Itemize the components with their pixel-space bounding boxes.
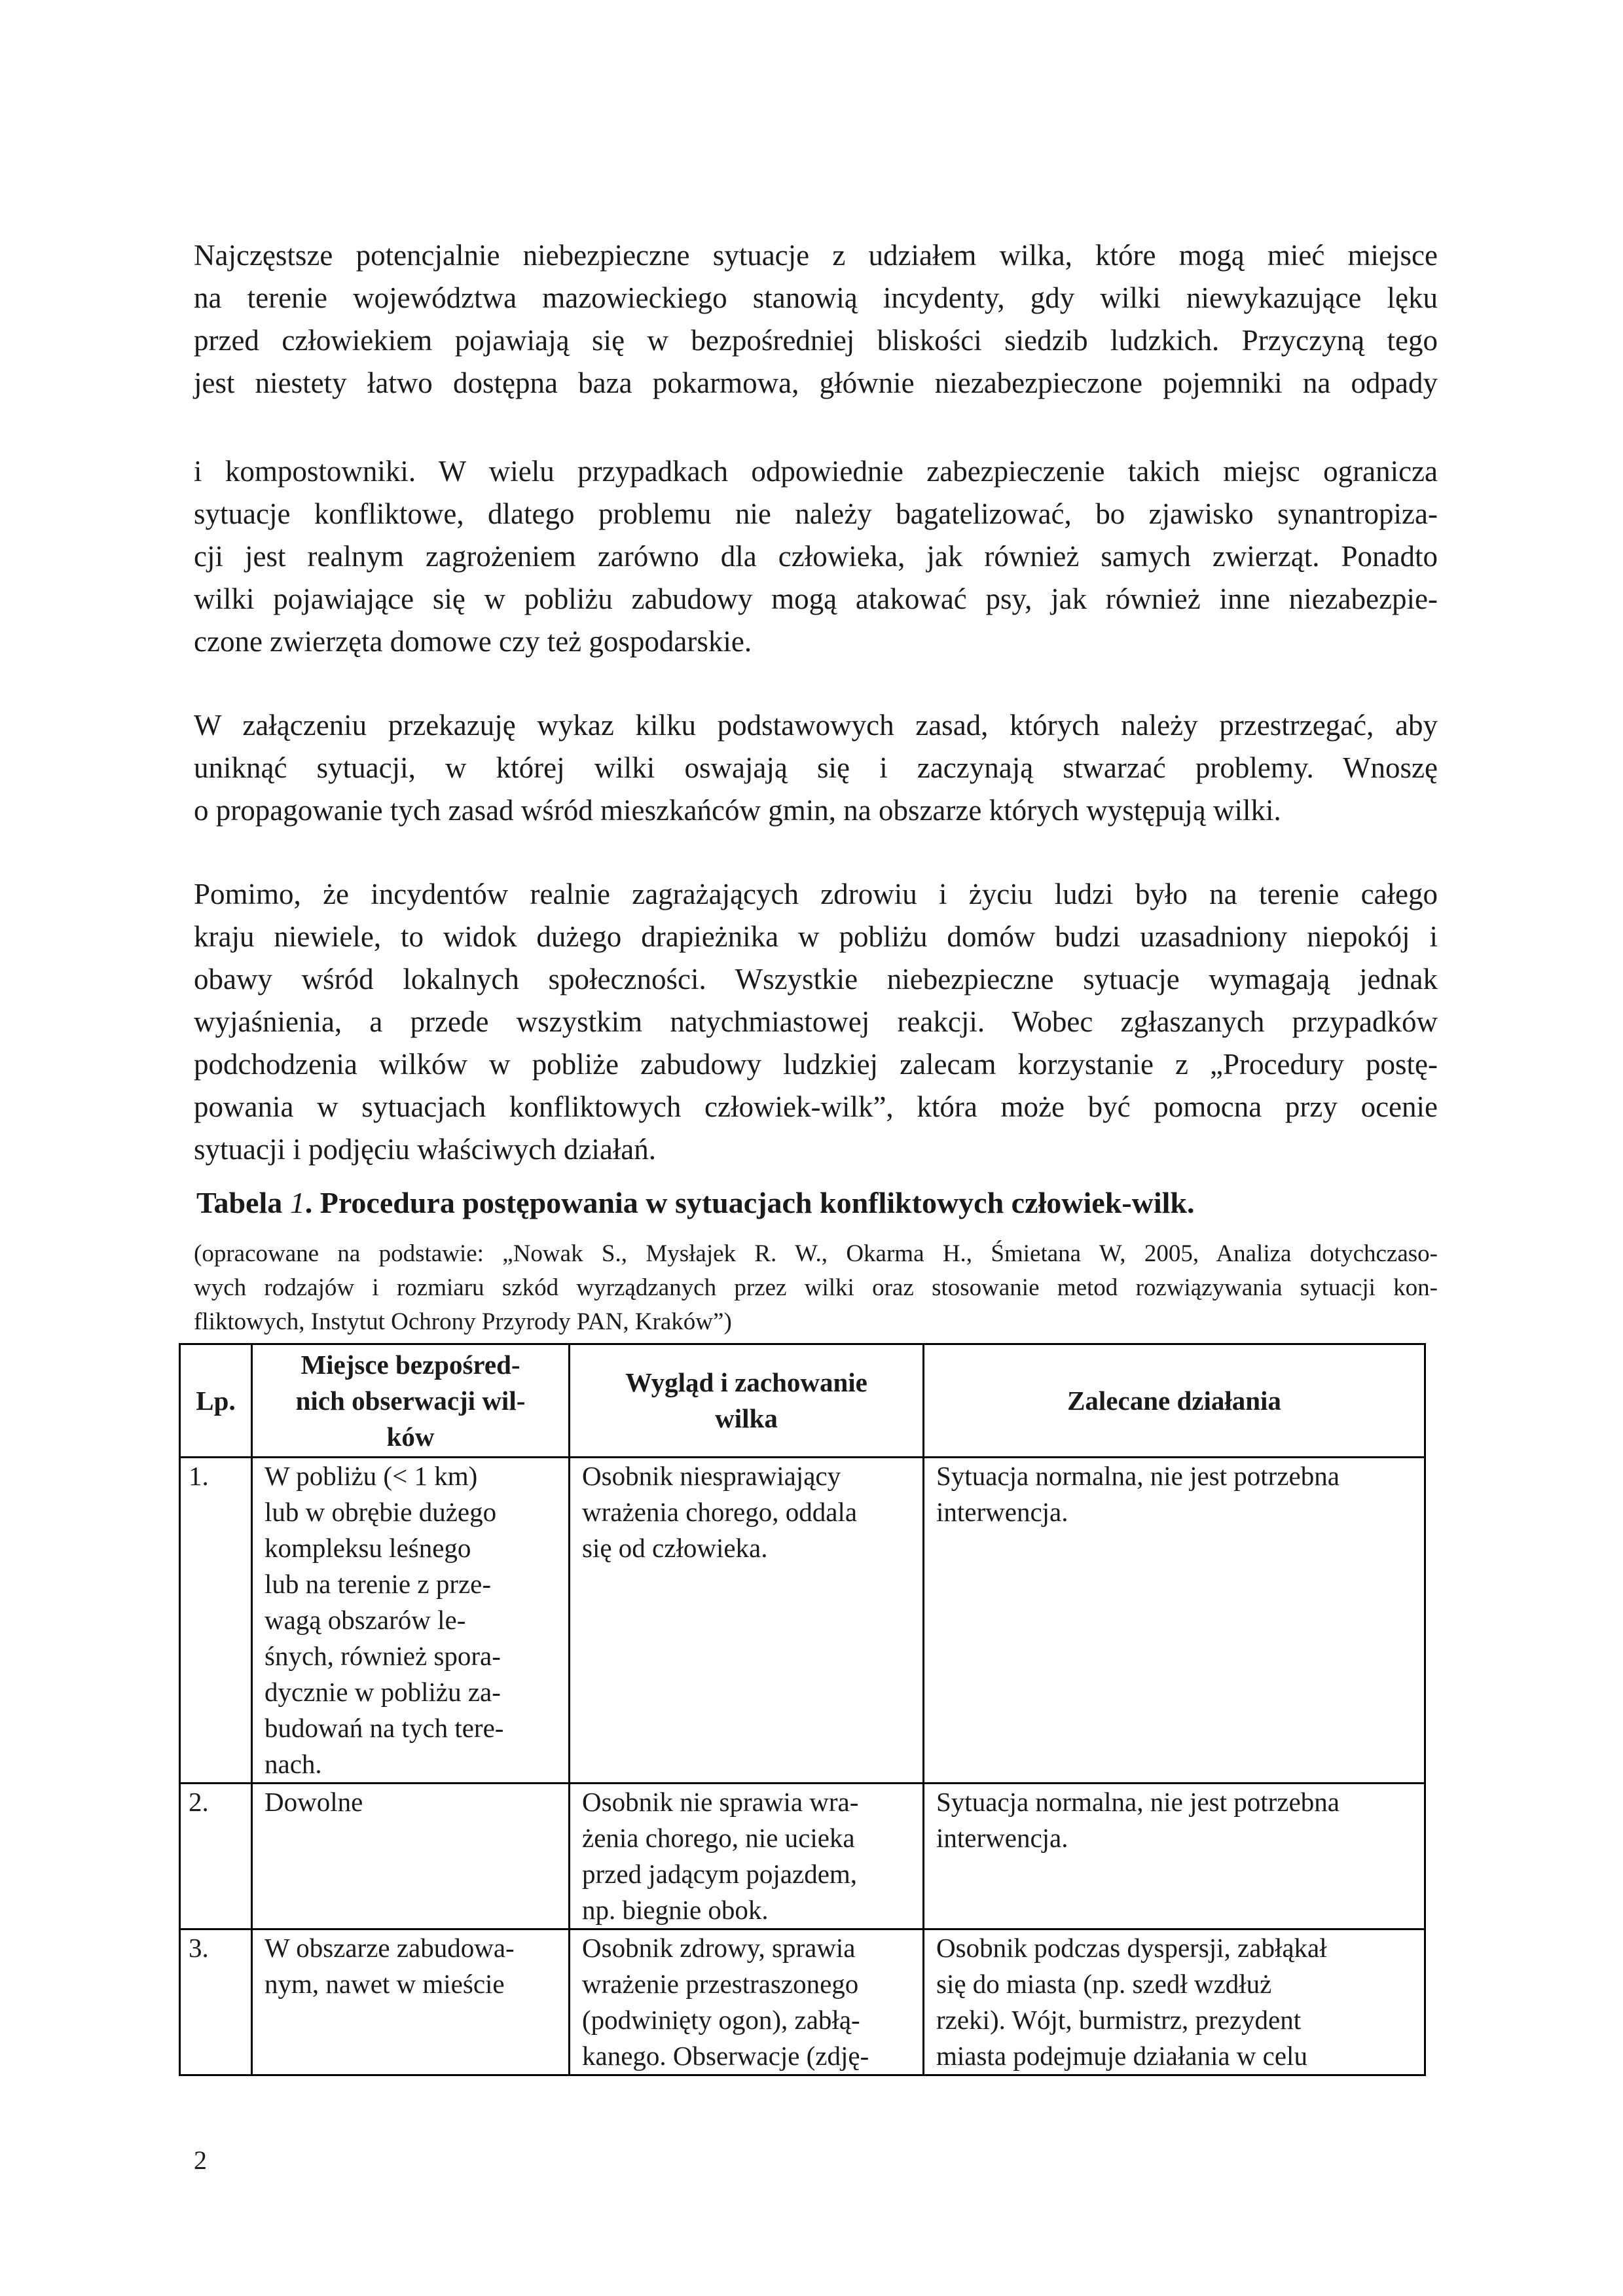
cell-action bbox=[924, 1784, 1425, 1929]
table-header-row bbox=[180, 1344, 1425, 1458]
header-text: Lp. bbox=[196, 1385, 236, 1416]
cell-text: Sytuacja normalna, nie jest potrzebna bbox=[936, 1461, 1340, 1491]
cell-text: wrażenie przestraszonego bbox=[582, 1969, 859, 1999]
text-line: na terenie województwa mazowieckiego stanowią incydenty, gdy wilki niewykazujące lęku bbox=[194, 281, 1438, 314]
text-line: i kompostowniki. W wielu przypadkach odpowiednie zabezpieczenie takich miejsc ogranicza bbox=[194, 455, 1438, 488]
source-line: fliktowych, Instytut Ochrony Przyrody PAN, Kraków”) bbox=[194, 1308, 732, 1335]
cell-text: kompleksu leśnego bbox=[264, 1533, 471, 1563]
header-text: Wygląd i zachowanie bbox=[625, 1367, 867, 1397]
cell-text: przed jadącym pojazdem, bbox=[582, 1859, 858, 1889]
source-line: (opracowane na podstawie: „Nowak S., Mysłajek R. W., Okarma H., Śmietana W, 2005, Analiza dotychczaso- bbox=[194, 1240, 1438, 1267]
cell-behavior bbox=[570, 1784, 924, 1929]
cell-text: W pobliżu (< 1 km) bbox=[264, 1461, 478, 1491]
header-text: wilka bbox=[715, 1403, 778, 1433]
text-line: wilki pojawiające się w pobliżu zabudowy mogą atakować psy, jak również inne niezabezpie- bbox=[194, 583, 1438, 615]
cell-text: Osobnik zdrowy, sprawia bbox=[582, 1933, 856, 1963]
paragraph-3 bbox=[194, 704, 1438, 832]
paragraph-2 bbox=[194, 450, 1438, 663]
cell-text: rzeki). Wójt, burmistrz, prezydent bbox=[936, 2005, 1302, 2035]
text-line: powania w sytuacjach konfliktowych człowiek-wilk”, która może być pomocna przy ocenie bbox=[194, 1090, 1438, 1123]
text-line: przed człowiekiem pojawiają się w bezpośredniej bliskości siedzib ludzkich. Przyczyną tego bbox=[194, 324, 1438, 357]
cell-text: Sytuacja normalna, nie jest potrzebna bbox=[936, 1787, 1340, 1817]
text-line: uniknąć sytuacji, w której wilki oswajają się i zaczynają stwarzać problemy. Wnoszę bbox=[194, 751, 1438, 784]
cell-text: Osobnik podczas dyspersji, zabłąkał bbox=[936, 1933, 1327, 1963]
paragraph-4 bbox=[194, 873, 1438, 1171]
cell-text: budowań na tych tere- bbox=[264, 1713, 504, 1743]
source-line: wych rodzajów i rozmiaru szkód wyrządzanych przez wilki oraz stosowanie metod rozwiązywania sytuacji kon- bbox=[194, 1274, 1438, 1301]
text-line: Najczęstsze potencjalnie niebezpieczne sytuacje z udziałem wilka, które mogą mieć miejsce bbox=[194, 239, 1438, 272]
text-line: sytuacje konfliktowe, dlatego problemu nie należy bagatelizować, bo zjawisko synantropiza- bbox=[194, 497, 1438, 530]
text-line: czone zwierzęta domowe czy też gospodarskie. bbox=[194, 625, 752, 658]
header-action bbox=[924, 1344, 1425, 1458]
cell-action bbox=[924, 1929, 1425, 2075]
cell-place bbox=[252, 1784, 570, 1929]
cell-text: się do miasta (np. szedł wzdłuż bbox=[936, 1969, 1272, 1999]
cell-text: dycznie w pobliżu za- bbox=[264, 1677, 501, 1707]
cell-text: nym, nawet w mieście bbox=[264, 1969, 505, 1999]
cell-text: Dowolne bbox=[264, 1787, 363, 1817]
cell-text: miasta podejmuje działania w celu bbox=[936, 2041, 1307, 2071]
table-caption bbox=[196, 1183, 1440, 1223]
text-line: kraju niewiele, to widok dużego drapieżnika w pobliżu domów budzi uzasadniony niepokój i bbox=[194, 920, 1438, 953]
cell-place bbox=[252, 1458, 570, 1784]
cell-text: (podwinięty ogon), zabłą- bbox=[582, 2005, 860, 2035]
text-line: podchodzenia wilków w pobliże zabudowy ludzkiej zalecam korzystanie z „Procedury postę- bbox=[194, 1048, 1438, 1081]
cell-text: nach. bbox=[264, 1749, 322, 1779]
header-text: Miejsce bezpośred- bbox=[301, 1349, 520, 1380]
cell-text: 1. bbox=[189, 1461, 209, 1491]
cell-text: kanego. Obserwacje (zdję- bbox=[582, 2041, 869, 2071]
page-number: 2 bbox=[194, 2145, 207, 2175]
cell-text: 3. bbox=[189, 1933, 209, 1963]
header-behavior bbox=[570, 1344, 924, 1458]
paragraph-1 bbox=[194, 234, 1438, 404]
text-line: obawy wśród lokalnych społeczności. Wszystkie niebezpieczne sytuacje wymagają jednak bbox=[194, 963, 1438, 996]
cell-text: lub w obrębie dużego bbox=[264, 1497, 497, 1527]
header-text: nich obserwacji wil- bbox=[295, 1385, 526, 1416]
cell-text: śnych, również spora- bbox=[264, 1641, 501, 1671]
table-row bbox=[180, 1929, 1425, 2075]
table-caption-label: Tabela bbox=[196, 1186, 290, 1219]
cell-text: interwencja. bbox=[936, 1497, 1068, 1527]
header-text: Zalecane działania bbox=[1067, 1385, 1281, 1416]
cell-text: 2. bbox=[189, 1787, 209, 1817]
cell-text: się od człowieka. bbox=[582, 1533, 768, 1563]
cell-behavior bbox=[570, 1458, 924, 1784]
procedure-table bbox=[179, 1343, 1426, 2076]
cell-text: lub na terenie z prze- bbox=[264, 1569, 492, 1599]
text-line: cji jest realnym zagrożeniem zarówno dla człowieka, jak również samych zwierząt. Ponadto bbox=[194, 540, 1438, 573]
table-caption-number: 1 bbox=[289, 1186, 305, 1219]
cell-lp bbox=[180, 1784, 252, 1929]
cell-text: Osobnik niesprawiający bbox=[582, 1461, 841, 1491]
text-line: W załączeniu przekazuję wykaz kilku podstawowych zasad, których należy przestrzegać, aby bbox=[194, 709, 1438, 742]
cell-text: wrażenia chorego, oddala bbox=[582, 1497, 858, 1527]
cell-action bbox=[924, 1458, 1425, 1784]
table-source-note bbox=[194, 1237, 1438, 1339]
cell-text: wagą obszarów le- bbox=[264, 1605, 466, 1635]
text-line: o propagowanie tych zasad wśród mieszkańców gmin, na obszarze których występują wilki. bbox=[194, 794, 1281, 827]
header-lp bbox=[180, 1344, 252, 1458]
cell-text: Osobnik nie sprawia wra- bbox=[582, 1787, 859, 1817]
cell-behavior bbox=[570, 1929, 924, 2075]
cell-text: np. biegnie obok. bbox=[582, 1895, 769, 1925]
header-text: ków bbox=[386, 1421, 435, 1452]
cell-text: interwencja. bbox=[936, 1823, 1068, 1853]
cell-lp bbox=[180, 1458, 252, 1784]
text-line: jest niestety łatwo dostępna baza pokarmowa, głównie niezabezpieczone pojemniki na odpady bbox=[194, 367, 1438, 399]
cell-text: W obszarze zabudowa- bbox=[264, 1933, 515, 1963]
header-place bbox=[252, 1344, 570, 1458]
text-line: sytuacji i podjęciu właściwych działań. bbox=[194, 1133, 657, 1166]
table-caption-title: . Procedura postępowania w sytuacjach konfliktowych człowiek-wilk. bbox=[304, 1186, 1195, 1219]
text-line: wyjaśnienia, a przede wszystkim natychmiastowej reakcji. Wobec zgłaszanych przypadków bbox=[194, 1005, 1438, 1038]
text-line: Pomimo, że incydentów realnie zagrażających zdrowiu i życiu ludzi było na terenie całego bbox=[194, 878, 1438, 910]
cell-lp bbox=[180, 1929, 252, 2075]
table-row bbox=[180, 1458, 1425, 1784]
table-row bbox=[180, 1784, 1425, 1929]
cell-text: żenia chorego, nie ucieka bbox=[582, 1823, 855, 1853]
cell-place bbox=[252, 1929, 570, 2075]
